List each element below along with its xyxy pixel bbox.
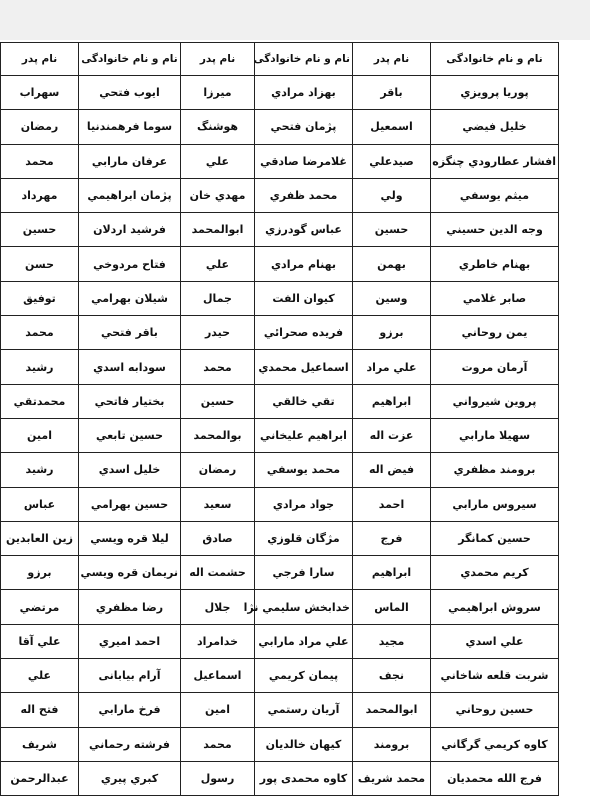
cell-full-name-1: سروش ابراهیمي — [431, 590, 559, 624]
cell-father-name-2: میرزا — [181, 76, 255, 110]
cell-full-name-2: کاوه محمدی پور — [255, 761, 353, 795]
cell-full-name-2: پیمان کریمي — [255, 659, 353, 693]
cell-full-name-3: فرخ مارابي — [79, 693, 181, 727]
table-row — [1, 453, 559, 487]
cell-father-name-1: باقر — [353, 76, 431, 110]
cell-full-name-1: آرمان مروت — [431, 350, 559, 384]
cell-father-name-1: وسین — [353, 281, 431, 315]
table-body — [1, 76, 559, 796]
header-father-name-2: نام پدر — [181, 43, 255, 76]
table-row — [1, 76, 559, 110]
cell-father-name-2: مهدي خان — [181, 178, 255, 212]
cell-full-name-1: شربت قلعه شاخاني — [431, 659, 559, 693]
cell-full-name-1: صابر غلامي — [431, 281, 559, 315]
header-father-name-3: نام پدر — [1, 43, 79, 76]
cell-full-name-2: فریده صحرائي — [255, 316, 353, 350]
table-row — [1, 624, 559, 658]
cell-full-name-3: نریمان قره ویسي — [79, 556, 181, 590]
table-row — [1, 110, 559, 144]
cell-father-name-2: علي — [181, 247, 255, 281]
cell-full-name-3: سوما فرهمندنیا — [79, 110, 181, 144]
cell-father-name-2: علي — [181, 144, 255, 178]
cell-father-name-2: حیدر — [181, 316, 255, 350]
cell-full-name-2: ابراهیم علیخاني — [255, 418, 353, 452]
cell-full-name-3: فرشته رحماني — [79, 727, 181, 761]
cell-father-name-3: عباس — [1, 487, 79, 521]
cell-full-name-3: ایوب فتحي — [79, 76, 181, 110]
cell-father-name-3: سهراب — [1, 76, 79, 110]
cell-full-name-3: عرفان مارابي — [79, 144, 181, 178]
cell-father-name-3: علي — [1, 659, 79, 693]
cell-father-name-2: محمد — [181, 350, 255, 384]
cell-full-name-2: جواد مرادي — [255, 487, 353, 521]
cell-full-name-3: فتاح مردوخي — [79, 247, 181, 281]
cell-full-name-3: لیلا قره ویسي — [79, 521, 181, 555]
cell-full-name-2: محمد ظفري — [255, 178, 353, 212]
cell-father-name-1: فرج — [353, 521, 431, 555]
document-sheet — [0, 42, 590, 796]
cell-father-name-2: جلال — [181, 590, 255, 624]
cell-father-name-1: حسین — [353, 213, 431, 247]
cell-father-name-1: اسمعیل — [353, 110, 431, 144]
cell-father-name-2: جمال — [181, 281, 255, 315]
cell-father-name-2: رمضان — [181, 453, 255, 487]
table-row — [1, 144, 559, 178]
top-margin-bar — [0, 0, 590, 40]
cell-father-name-1: عزت اله — [353, 418, 431, 452]
cell-full-name-2: بهنام مرادي — [255, 247, 353, 281]
cell-father-name-3: مهرداد — [1, 178, 79, 212]
cell-father-name-1: الماس — [353, 590, 431, 624]
cell-full-name-1: حسین کمانگر — [431, 521, 559, 555]
cell-father-name-3: عبدالرحمن — [1, 761, 79, 795]
cell-full-name-3: رضا مظفري — [79, 590, 181, 624]
cell-full-name-2: عباس گودرزي — [255, 213, 353, 247]
cell-father-name-3: امین — [1, 418, 79, 452]
names-table — [0, 42, 559, 796]
cell-father-name-1: برزو — [353, 316, 431, 350]
cell-full-name-2: غلامرضا صادقي — [255, 144, 353, 178]
cell-father-name-2: حشمت اله — [181, 556, 255, 590]
cell-father-name-3: فتح اله — [1, 693, 79, 727]
cell-full-name-1: وجه الدین حسیني — [431, 213, 559, 247]
cell-father-name-1: صیدعلي — [353, 144, 431, 178]
cell-father-name-1: احمد — [353, 487, 431, 521]
table-row — [1, 487, 559, 521]
table-row — [1, 213, 559, 247]
table-row — [1, 316, 559, 350]
table-row — [1, 281, 559, 315]
cell-full-name-2: بهزاد مرادي — [255, 76, 353, 110]
cell-full-name-2: کیهان خالدیان — [255, 727, 353, 761]
cell-full-name-3: سودابه اسدي — [79, 350, 181, 384]
cell-full-name-2: اسماعیل محمدي — [255, 350, 353, 384]
cell-father-name-3: مرتضي — [1, 590, 79, 624]
cell-full-name-2: مژگان قلوزي — [255, 521, 353, 555]
cell-father-name-1: ابراهیم — [353, 556, 431, 590]
cell-father-name-3: علي آقا — [1, 624, 79, 658]
table-row — [1, 659, 559, 693]
cell-father-name-1: نجف — [353, 659, 431, 693]
cell-full-name-1: کاوه کریمي گرگاني — [431, 727, 559, 761]
table-row — [1, 590, 559, 624]
cell-full-name-2: خدابخش سلیمي نژا — [255, 590, 353, 624]
cell-father-name-2: ابوالمحمد — [181, 213, 255, 247]
table-row — [1, 727, 559, 761]
cell-full-name-3: باقر فتحي — [79, 316, 181, 350]
cell-full-name-2: کیوان الفت — [255, 281, 353, 315]
cell-father-name-2: خدامراد — [181, 624, 255, 658]
cell-father-name-3: محمد — [1, 316, 79, 350]
header-father-name-1: نام پدر — [353, 43, 431, 76]
cell-full-name-1: میثم یوسفي — [431, 178, 559, 212]
cell-father-name-1: محمد شریف — [353, 761, 431, 795]
cell-full-name-1: کریم محمدي — [431, 556, 559, 590]
cell-father-name-1: ابراهیم — [353, 384, 431, 418]
table-row — [1, 693, 559, 727]
cell-father-name-2: هوشنگ — [181, 110, 255, 144]
cell-full-name-3: احمد امیري — [79, 624, 181, 658]
cell-father-name-3: رشید — [1, 453, 79, 487]
cell-full-name-1: یمن روحاني — [431, 316, 559, 350]
cell-full-name-1: پوریا پرویزي — [431, 76, 559, 110]
cell-full-name-1: خلیل فیضي — [431, 110, 559, 144]
table-row — [1, 521, 559, 555]
cell-full-name-2: محمد یوسفي — [255, 453, 353, 487]
cell-father-name-3: برزو — [1, 556, 79, 590]
cell-full-name-2: پژمان فتحي — [255, 110, 353, 144]
table-row — [1, 178, 559, 212]
cell-full-name-2: سارا فرجي — [255, 556, 353, 590]
cell-father-name-2: رسول — [181, 761, 255, 795]
cell-father-name-2: محمد — [181, 727, 255, 761]
cell-full-name-1: برومند مظفري — [431, 453, 559, 487]
cell-full-name-1: پروین شیرواني — [431, 384, 559, 418]
cell-father-name-1: بهمن — [353, 247, 431, 281]
cell-father-name-1: علي مراد — [353, 350, 431, 384]
cell-father-name-1: ولي — [353, 178, 431, 212]
cell-full-name-3: پژمان ابراهیمي — [79, 178, 181, 212]
cell-father-name-2: حسین — [181, 384, 255, 418]
cell-full-name-3: آرام بیابانی — [79, 659, 181, 693]
cell-father-name-2: امین — [181, 693, 255, 727]
table-row — [1, 761, 559, 795]
cell-full-name-2: تقي خالقي — [255, 384, 353, 418]
header-full-name-1: نام و نام خانوادگی — [431, 43, 559, 76]
header-row — [1, 43, 559, 76]
cell-full-name-1: فرج الله محمدیان — [431, 761, 559, 795]
cell-full-name-3: بختیار فاتحي — [79, 384, 181, 418]
cell-father-name-3: حسن — [1, 247, 79, 281]
cell-father-name-1: برومند — [353, 727, 431, 761]
header-full-name-3: نام و نام خانوادگی — [79, 43, 181, 76]
cell-full-name-3: خلیل اسدي — [79, 453, 181, 487]
table-row — [1, 350, 559, 384]
cell-full-name-3: کبري پیري — [79, 761, 181, 795]
table-row — [1, 556, 559, 590]
cell-full-name-3: فرشید اردلان — [79, 213, 181, 247]
cell-full-name-3: حسین تابعي — [79, 418, 181, 452]
cell-father-name-3: رمضان — [1, 110, 79, 144]
cell-father-name-1: مجید — [353, 624, 431, 658]
cell-father-name-2: سعید — [181, 487, 255, 521]
cell-full-name-2: علي مراد مارابي — [255, 624, 353, 658]
cell-father-name-3: توفیق — [1, 281, 79, 315]
cell-full-name-2: آریان رستمي — [255, 693, 353, 727]
cell-father-name-2: بوالمحمد — [181, 418, 255, 452]
cell-full-name-3: شیلان بهرامي — [79, 281, 181, 315]
table-row — [1, 384, 559, 418]
cell-father-name-2: صادق — [181, 521, 255, 555]
cell-father-name-1: ابوالمحمد — [353, 693, 431, 727]
cell-father-name-3: محمد — [1, 144, 79, 178]
cell-full-name-1: علي اسدي — [431, 624, 559, 658]
cell-full-name-3: حسین بهرامي — [79, 487, 181, 521]
cell-father-name-3: شریف — [1, 727, 79, 761]
cell-father-name-2: اسماعیل — [181, 659, 255, 693]
table-row — [1, 247, 559, 281]
cell-father-name-3: زین العابدین — [1, 521, 79, 555]
cell-full-name-1: حسین روحاني — [431, 693, 559, 727]
cell-father-name-1: فیض اله — [353, 453, 431, 487]
cell-father-name-3: محمدتقي — [1, 384, 79, 418]
cell-full-name-1: سیروس مارابي — [431, 487, 559, 521]
cell-father-name-3: حسین — [1, 213, 79, 247]
table-row — [1, 418, 559, 452]
cell-father-name-3: رشید — [1, 350, 79, 384]
cell-full-name-1: افشار عطارودي چنگزه — [431, 144, 559, 178]
header-full-name-2: نام و نام خانوادگی — [255, 43, 353, 76]
cell-full-name-1: بهنام خاطري — [431, 247, 559, 281]
cell-full-name-1: سهیلا مارابي — [431, 418, 559, 452]
